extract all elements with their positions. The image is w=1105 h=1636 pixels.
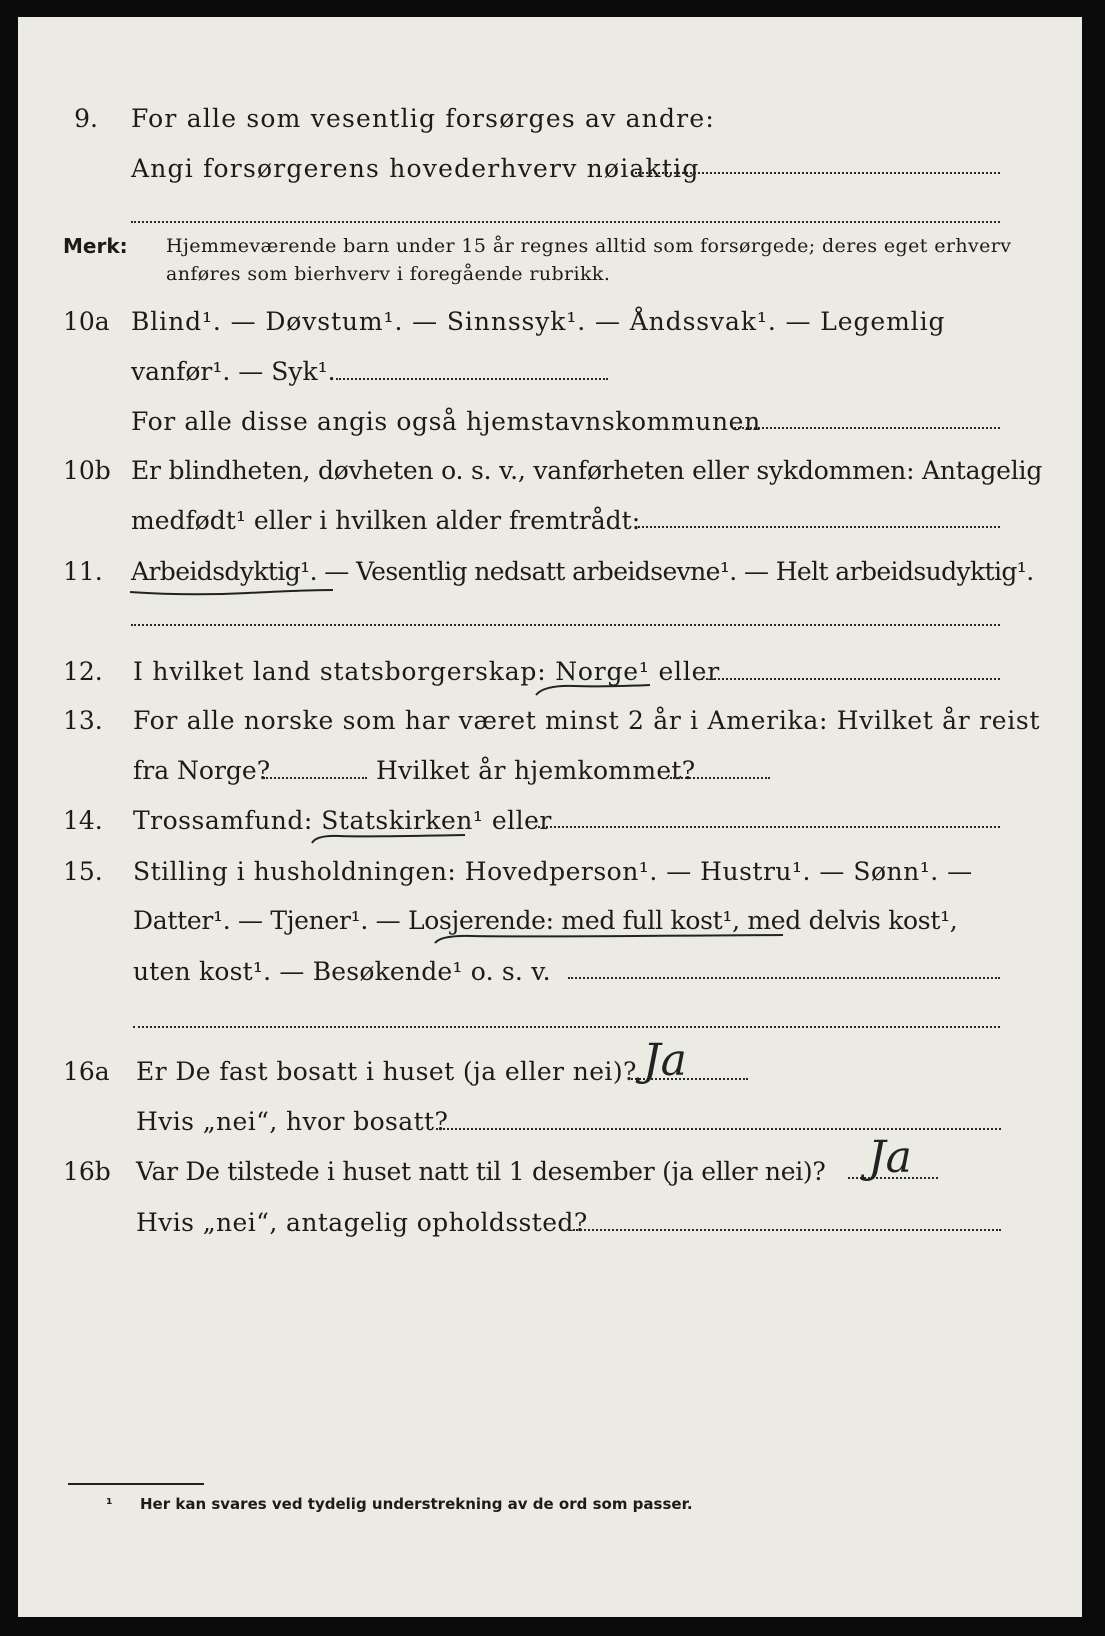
question-15 xyxy=(18,852,1082,892)
question-9 xyxy=(18,99,1082,139)
footnote-text: Her kan svares ved tydelig understrekning av de ord som passer. xyxy=(140,1495,693,1513)
question-15-line3 xyxy=(18,952,1082,992)
question-number: 12. xyxy=(63,657,103,686)
answer-line xyxy=(670,777,770,779)
handwritten-underline xyxy=(534,681,654,699)
question-10b xyxy=(18,451,1082,491)
question-text: vanfør¹. — Syk¹. xyxy=(131,357,336,386)
question-number: 10a xyxy=(63,307,110,336)
question-text: Er blindheten, døvheten o. s. v., vanførheten eller sykdommen: Antagelig xyxy=(131,456,1043,485)
question-text: uten kost¹. — Besøkende¹ o. s. v. xyxy=(133,957,551,986)
question-number: 16b xyxy=(63,1157,111,1186)
question-16b-line2 xyxy=(18,1203,1082,1243)
question-text: Blind¹. — Døvstum¹. — Sinnssyk¹. — Åndssvak¹. — Legemlig xyxy=(131,307,946,336)
answer-line xyxy=(263,777,367,779)
note-text: Hjemmeværende barn under 15 år regnes alltid som forsørgede; deres eget erhverv xyxy=(166,235,1012,257)
answer-line xyxy=(436,1128,1001,1130)
question-16b xyxy=(18,1152,1082,1192)
handwritten-answer: Ja xyxy=(868,1132,912,1183)
question-text: Er De fast bosatt i huset (ja eller nei)? xyxy=(136,1057,637,1086)
question-text: Arbeidsdyktig¹. — Vesentlig nedsatt arbeidsevne¹. — Helt arbeidsudyktig¹. xyxy=(131,557,1034,586)
question-text: Var De tilstede i huset natt til 1 desember (ja eller nei)? xyxy=(136,1157,826,1186)
question-text: Hvis „nei“, antagelig opholdssted? xyxy=(136,1208,588,1237)
question-number: 9. xyxy=(74,104,98,133)
question-text: Trossamfund: Statskirken¹ eller xyxy=(133,806,552,835)
answer-line xyxy=(701,678,1000,680)
question-text: Hvis „nei“, hvor bosatt? xyxy=(136,1107,449,1136)
question-number: 15. xyxy=(63,857,103,886)
question-16a-line2 xyxy=(18,1102,1082,1142)
question-number: 14. xyxy=(63,806,103,835)
question-text: For alle disse angis også hjemstavnskommunen xyxy=(131,407,761,436)
question-text: fra Norge? xyxy=(133,756,271,785)
census-form-page xyxy=(18,17,1082,1617)
handwritten-answer: Ja xyxy=(643,1035,687,1086)
answer-line xyxy=(133,1026,1000,1028)
footnote-rule xyxy=(68,1483,204,1485)
question-10a xyxy=(18,302,1082,342)
question-text: For alle norske som har været minst 2 år i Amerika: Hvilket år reist xyxy=(133,706,1041,735)
question-number: 13. xyxy=(63,706,103,735)
answer-line xyxy=(336,378,608,380)
question-text: Angi forsørgerens hovederhverv nøiaktig xyxy=(131,154,700,183)
handwritten-underline xyxy=(128,584,338,598)
answer-line xyxy=(568,977,1000,979)
question-13-line2 xyxy=(18,751,1082,791)
question-16a xyxy=(18,1052,1082,1092)
question-9-line2 xyxy=(18,149,1082,189)
question-text: Datter¹. — Tjener¹. — Losjerende: med full kost¹, med delvis kost¹, xyxy=(133,906,958,935)
note-label: Merk: xyxy=(63,234,128,258)
handwritten-underline xyxy=(433,931,788,947)
answer-line xyxy=(635,172,1000,174)
question-13 xyxy=(18,701,1082,741)
question-number: 10b xyxy=(63,456,111,485)
question-text: For alle som vesentlig forsørges av andre: xyxy=(131,104,715,133)
question-10b-line2 xyxy=(18,501,1082,541)
answer-line xyxy=(538,826,1000,828)
answer-line xyxy=(635,526,1000,528)
question-text: Stilling i husholdningen: Hovedperson¹. — Hustru¹. — Sønn¹. — xyxy=(133,857,973,886)
answer-line xyxy=(131,221,1000,223)
answer-line xyxy=(131,624,1000,626)
answer-line xyxy=(573,1229,1001,1231)
footnote-mark: ¹ xyxy=(106,1495,113,1513)
question-number: 16a xyxy=(63,1057,110,1086)
question-10a-line3 xyxy=(18,402,1082,442)
question-text: Hvilket år hjemkommet? xyxy=(376,756,696,785)
question-10a-line2 xyxy=(18,352,1082,392)
question-text: I hvilket land statsborgerskap: Norge¹ eller xyxy=(133,657,720,686)
answer-line xyxy=(734,427,1000,429)
question-text: medfødt¹ eller i hvilken alder fremtrådt: xyxy=(131,506,641,535)
handwritten-underline xyxy=(310,831,470,847)
question-number: 11. xyxy=(63,557,103,586)
question-14 xyxy=(18,801,1082,841)
note-text: anføres som bierhverv i foregående rubrikk. xyxy=(166,263,611,285)
